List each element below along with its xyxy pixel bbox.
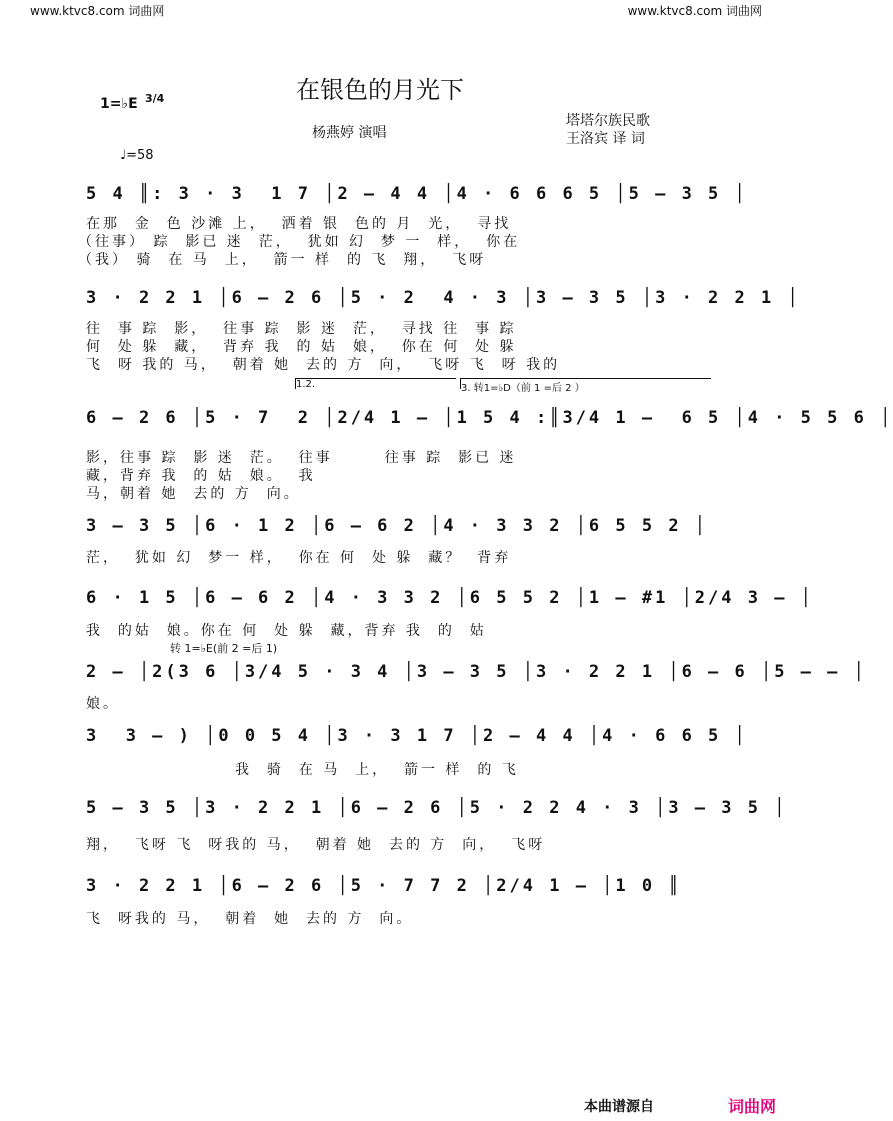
score-row-1-lyrics-3: （我） 骑 在 马 上， 箭一 样 的 飞 翔， 飞呀 [78, 252, 487, 268]
time-signature: 3/4 [145, 92, 165, 105]
score-row-3-lyrics-3: 马，朝着 她 去的 方 向。 [86, 486, 301, 502]
score-row-2-notes: 3 · 2 2 1 │6 – 2 6 │5 · 2 4 · 3 │3 – 3 5 │3 · 2 2 1 │ [86, 288, 801, 308]
modulation-note: 转 1=♭E(前 2 =后 1) [170, 642, 278, 655]
performer: 杨燕婷 演唱 [312, 125, 387, 141]
score-row-6-lyrics-1: 娘。 [86, 696, 120, 712]
source-label: 本曲谱源自 [584, 1099, 654, 1115]
site-url-left[interactable]: www.ktvc8.com 词曲网 [30, 4, 165, 18]
brand-logo[interactable]: 词曲网 [728, 1097, 777, 1116]
score-row-5-notes: 6 · 1 5 │6 – 6 2 │4 · 3 3 2 │6 5 5 2 │1 – #1 │2/4 3 – │ [86, 588, 814, 608]
score-row-7-lyrics-1: 我 骑 在 马 上， 箭一 样 的 飞 [86, 762, 519, 778]
score-row-6-notes: 2 – │2(3 6 │3/4 5 · 3 4 │3 – 3 5 │3 · 2 2 1 │6 – 6 │5 – – │ [86, 662, 867, 682]
song-title: 在银色的月光下 [296, 76, 464, 104]
key-signature: 1=♭E [100, 96, 138, 112]
volta-first-ending: 1.2. [295, 378, 456, 389]
score-row-7-notes: 3 3 – ) │0 0 5 4 │3 · 3 1 7 │2 – 4 4 │4 · 6 6 5 │ [86, 726, 748, 746]
score-row-3-notes: 6 – 2 6 │5 · 7 2 │2/4 1 – │1 5 4 :║3/4 1 – 6 5 │4 · 5 5 6 │ [86, 408, 893, 428]
score-row-1-lyrics-1: 在那 金 色 沙滩 上， 洒着 银 色的 月 光， 寻找 [86, 216, 512, 232]
score-row-9-notes: 3 · 2 2 1 │6 – 2 6 │5 · 7 7 2 │2/4 1 – │1 0 ║ [86, 876, 682, 896]
score-row-9-lyrics-1: 飞 呀我的 马， 朝着 她 去的 方 向。 [86, 911, 414, 927]
volta-third-ending: 3. 转1=♭D（前 1 =后 2 ） [460, 378, 711, 389]
score-row-1-lyrics-2: （往事） 踪 影已 迷 茫， 犹如 幻 梦 一 样， 你在 [78, 234, 521, 250]
score-row-3-lyrics-2: 藏，背弃 我 的 姑 娘。 我 [86, 468, 316, 484]
score-row-2-lyrics-3: 飞 呀 我的 马， 朝着 她 去的 方 向， 飞呀 飞 呀 我的 [86, 357, 561, 373]
score-row-2-lyrics-2: 何 处 躲 藏， 背弃 我 的 姑 娘， 你在 何 处 躲 [86, 339, 517, 355]
song-origin: 塔塔尔族民歌 [566, 113, 650, 129]
score-row-1-notes: 5 4 ║: 3 · 3 1 7 │2 – 4 4 │4 · 6 6 6 5 │5 – 3 5 │ [86, 184, 748, 204]
score-row-2-lyrics-1: 往 事 踪 影， 往事 踪 影 迷 茫， 寻找 往 事 踪 [86, 321, 517, 337]
score-row-3-lyrics-1: 影，往事 踪 影 迷 茫。 往事 往事 踪 影已 迷 [86, 450, 517, 466]
score-row-4-lyrics-1: 茫， 犹如 幻 梦一 样， 你在 何 处 躲 藏？ 背弃 [86, 550, 512, 566]
score-row-5-lyrics-1: 我 的姑 娘。你在 何 处 躲 藏，背弃 我 的 姑 [86, 623, 487, 639]
score-row-4-notes: 3 – 3 5 │6 · 1 2 │6 – 6 2 │4 · 3 3 2 │6 5 5 2 │ [86, 516, 709, 536]
score-row-8-lyrics-1: 翔， 飞呀 飞 呀我的 马， 朝着 她 去的 方 向， 飞呀 [86, 837, 546, 853]
tempo-mark: ♩=58 [120, 148, 154, 163]
lyricist: 王洛宾 译 词 [566, 131, 645, 147]
score-row-8-notes: 5 – 3 5 │3 · 2 2 1 │6 – 2 6 │5 · 2 2 4 · 3 │3 – 3 5 │ [86, 798, 788, 818]
site-url-right[interactable]: www.ktvc8.com 词曲网 [627, 4, 762, 18]
